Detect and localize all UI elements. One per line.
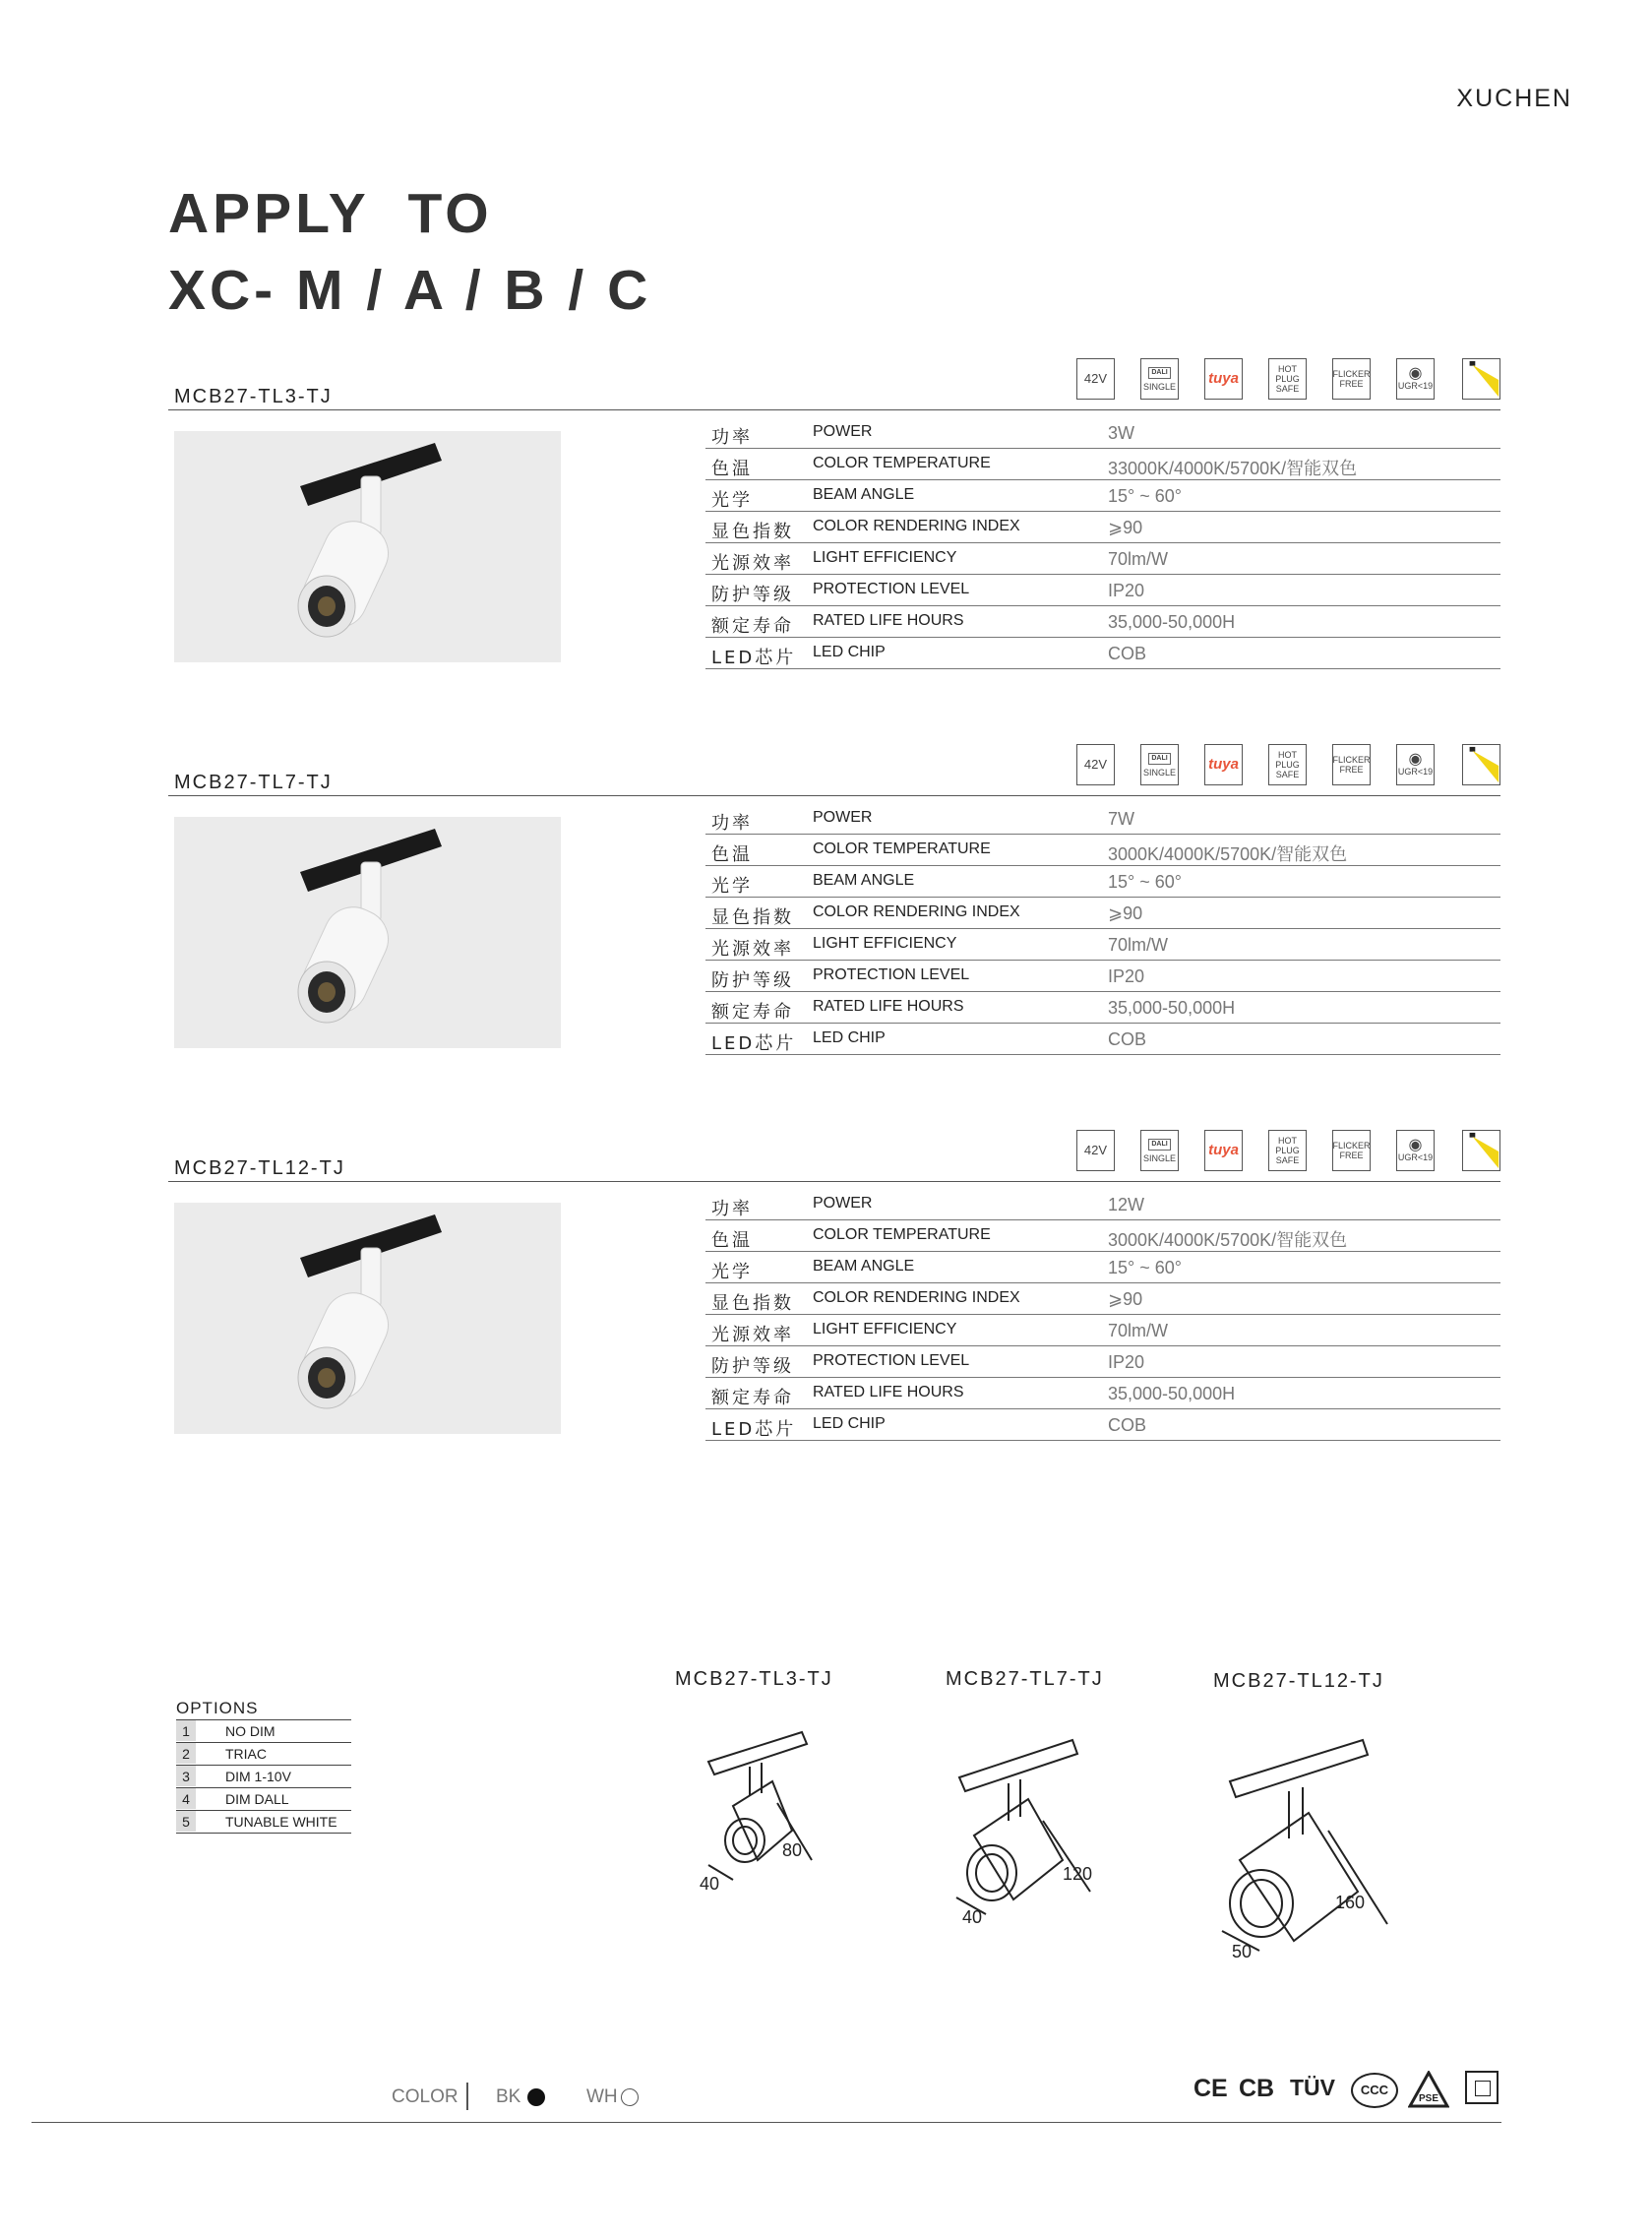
color-wh-label: WH — [586, 2086, 618, 2107]
spec-label-en: COLOR TEMPERATURE — [813, 1226, 991, 1243]
dim-length-tl7: 120 — [1063, 1864, 1093, 1884]
spec-row — [705, 1220, 1500, 1252]
spec-label-en: COLOR TEMPERATURE — [813, 840, 991, 857]
footer-divider — [31, 2122, 1501, 2123]
voltage-icon: 42V — [1076, 358, 1115, 400]
spec-label-cn: LED芯片 — [711, 1033, 797, 1054]
option-number: 3 — [176, 1766, 196, 1786]
spec-row — [705, 512, 1500, 543]
spec-label-cn: 功率 — [711, 813, 753, 834]
spec-row — [705, 898, 1500, 929]
spec-value: 70lm/W — [1108, 549, 1169, 569]
spec-label-en: COLOR TEMPERATURE — [813, 455, 991, 471]
spec-row — [705, 835, 1500, 866]
spec-value: 70lm/W — [1108, 1321, 1169, 1340]
product-section — [0, 1134, 1652, 1459]
spec-label-en: LED CHIP — [813, 644, 886, 660]
spec-value: ⩾90 — [1108, 1289, 1143, 1309]
spec-row — [705, 1283, 1500, 1315]
dimension-label-tl12: MCB27-TL12-TJ — [1213, 1670, 1384, 1692]
section-divider — [168, 1181, 1500, 1182]
spec-label-en: BEAM ANGLE — [813, 1258, 915, 1275]
class-ii-icon — [1465, 2071, 1499, 2104]
option-row — [176, 1743, 351, 1766]
options-table — [176, 1699, 351, 1834]
option-label: TRIAC — [225, 1746, 267, 1762]
tuya-icon: tuya — [1204, 358, 1243, 400]
spec-row — [705, 992, 1500, 1024]
spec-label-cn: LED芯片 — [711, 648, 797, 668]
spec-label-cn: 光学 — [711, 490, 753, 511]
ce-mark: CE — [1193, 2075, 1228, 2102]
spec-label-en: LIGHT EFFICIENCY — [813, 1321, 957, 1338]
spec-label-cn: LED芯片 — [711, 1419, 797, 1440]
product-model: MCB27-TL3-TJ — [174, 386, 333, 407]
product-model: MCB27-TL12-TJ — [174, 1157, 345, 1179]
spec-row — [705, 1189, 1500, 1220]
spec-label-cn: 光源效率 — [711, 553, 794, 574]
dali-icon: DALI SINGLE — [1140, 1130, 1179, 1171]
spec-value: 12W — [1108, 1195, 1145, 1214]
black-swatch-icon — [527, 2088, 545, 2106]
brand-name: XUCHEN — [1456, 85, 1572, 112]
spec-label-cn: 功率 — [711, 1199, 753, 1219]
eye-icon: ◉ — [1408, 365, 1423, 382]
spec-label-cn: 防护等级 — [711, 585, 794, 605]
spec-table — [705, 803, 1500, 1055]
dim-diameter-tl3: 40 — [700, 1874, 720, 1894]
spec-value: IP20 — [1108, 1352, 1145, 1372]
spec-value: 70lm/W — [1108, 935, 1169, 955]
spec-row — [705, 1346, 1500, 1378]
white-swatch-icon — [621, 2088, 639, 2106]
spec-value: 35,000-50,000H — [1108, 998, 1236, 1018]
spec-row — [705, 1252, 1500, 1283]
hot-plug-icon: HOT PLUG SAFE — [1268, 358, 1307, 400]
spec-value: 7W — [1108, 809, 1134, 829]
spec-value: IP20 — [1108, 966, 1145, 986]
spec-label-cn: 光源效率 — [711, 1325, 794, 1345]
spec-label-en: PROTECTION LEVEL — [813, 966, 970, 983]
spec-label-cn: 显色指数 — [711, 907, 794, 928]
spec-value: 33000K/4000K/5700K/智能双色 — [1108, 459, 1358, 478]
cb-mark: CB — [1239, 2075, 1275, 2102]
spec-label-en: POWER — [813, 809, 873, 826]
spec-label-cn: 光源效率 — [711, 939, 794, 960]
spec-row — [705, 961, 1500, 992]
ugr-icon: ◉ UGR<19 — [1396, 358, 1435, 400]
product-section — [0, 362, 1652, 687]
spec-row — [705, 929, 1500, 961]
ugr-icon: ◉ UGR<19 — [1396, 1130, 1435, 1171]
option-label: TUNABLE WHITE — [225, 1814, 337, 1830]
option-row — [176, 1788, 351, 1811]
title-line-2: XC- M / A / B / C — [168, 259, 652, 322]
dim-diameter-tl12: 50 — [1232, 1942, 1253, 1961]
color-label: COLOR — [392, 2086, 459, 2107]
dimension-label-tl3: MCB27-TL3-TJ — [675, 1668, 833, 1690]
product-photo — [174, 817, 561, 1048]
spec-label-cn: 额定寿命 — [711, 616, 794, 637]
option-number: 2 — [176, 1743, 196, 1764]
color-bk-label: BK — [496, 2086, 521, 2107]
tuv-mark: TÜV — [1290, 2075, 1335, 2100]
voltage-icon: 42V — [1076, 1130, 1115, 1171]
product-section — [0, 748, 1652, 1073]
spec-row — [705, 606, 1500, 638]
feature-icons — [1076, 744, 1509, 787]
dali-icon: DALI SINGLE — [1140, 744, 1179, 785]
option-label: NO DIM — [225, 1723, 275, 1739]
spec-label-cn: 光学 — [711, 876, 753, 897]
spec-label-cn: 显色指数 — [711, 522, 794, 542]
dimension-label-tl7: MCB27-TL7-TJ — [946, 1668, 1104, 1690]
spec-row — [705, 866, 1500, 898]
spec-label-cn: 额定寿命 — [711, 1388, 794, 1408]
spec-row — [705, 803, 1500, 835]
ccc-mark: CCC — [1351, 2073, 1398, 2108]
spec-label-en: RATED LIFE HOURS — [813, 1384, 964, 1400]
option-row — [176, 1720, 351, 1743]
option-row — [176, 1766, 351, 1788]
spec-value: 15° ~ 60° — [1108, 1258, 1182, 1277]
spec-label-en: COLOR RENDERING INDEX — [813, 903, 1020, 920]
flicker-free-icon: FLICKER FREE — [1332, 358, 1371, 400]
beam-angle-icon — [1462, 744, 1500, 785]
spec-row — [705, 480, 1500, 512]
pse-text: PSE — [1418, 2093, 1439, 2104]
spec-row — [705, 1024, 1500, 1055]
flicker-free-icon: FLICKER FREE — [1332, 744, 1371, 785]
option-row — [176, 1811, 351, 1834]
spec-value: 35,000-50,000H — [1108, 612, 1236, 632]
option-number: 1 — [176, 1720, 196, 1741]
spec-label-en: BEAM ANGLE — [813, 872, 915, 889]
spec-table — [705, 417, 1500, 669]
spec-table — [705, 1189, 1500, 1441]
spec-label-en: LIGHT EFFICIENCY — [813, 549, 957, 566]
certification-marks — [1193, 2071, 1508, 2110]
spec-value: 15° ~ 60° — [1108, 486, 1182, 506]
spec-value: 35,000-50,000H — [1108, 1384, 1236, 1403]
spec-row — [705, 575, 1500, 606]
option-label: DIM 1-10V — [225, 1769, 291, 1784]
spec-label-en: LIGHT EFFICIENCY — [813, 935, 957, 952]
spec-label-en: PROTECTION LEVEL — [813, 1352, 970, 1369]
spec-value: COB — [1108, 644, 1147, 663]
spec-label-cn: 防护等级 — [711, 1356, 794, 1377]
dim-length-tl3: 80 — [782, 1840, 803, 1860]
spec-row — [705, 1409, 1500, 1441]
spec-row — [705, 543, 1500, 575]
product-photo — [174, 431, 561, 662]
spec-value: 15° ~ 60° — [1108, 872, 1182, 892]
hot-plug-icon: HOT PLUG SAFE — [1268, 1130, 1307, 1171]
spec-value: IP20 — [1108, 581, 1145, 600]
beam-angle-icon — [1462, 1130, 1500, 1171]
spec-row — [705, 1315, 1500, 1346]
flicker-free-icon: FLICKER FREE — [1332, 1130, 1371, 1171]
spec-label-en: COLOR RENDERING INDEX — [813, 1289, 1020, 1306]
option-label: DIM DALL — [225, 1791, 289, 1807]
product-model: MCB27-TL7-TJ — [174, 772, 333, 793]
pse-mark — [1408, 2071, 1447, 2106]
beam-angle-icon — [1462, 358, 1500, 400]
eye-icon: ◉ — [1408, 1137, 1423, 1153]
voltage-icon: 42V — [1076, 744, 1115, 785]
spec-label-en: RATED LIFE HOURS — [813, 998, 964, 1015]
options-heading: OPTIONS — [176, 1699, 351, 1720]
dim-length-tl12: 160 — [1335, 1893, 1366, 1912]
spec-label-cn: 额定寿命 — [711, 1002, 794, 1023]
spec-label-en: COLOR RENDERING INDEX — [813, 518, 1020, 534]
spec-value: COB — [1108, 1029, 1147, 1049]
spec-value: COB — [1108, 1415, 1147, 1435]
spec-label-en: PROTECTION LEVEL — [813, 581, 970, 597]
spec-row — [705, 449, 1500, 480]
spec-label-en: RATED LIFE HOURS — [813, 612, 964, 629]
spec-value: ⩾90 — [1108, 903, 1143, 923]
option-number: 4 — [176, 1788, 196, 1809]
spec-value: 3000K/4000K/5700K/智能双色 — [1108, 1230, 1348, 1250]
ugr-icon: ◉ UGR<19 — [1396, 744, 1435, 785]
spec-value: 3W — [1108, 423, 1134, 443]
spec-label-en: POWER — [813, 1195, 873, 1212]
spec-value: ⩾90 — [1108, 518, 1143, 537]
dim-diameter-tl7: 40 — [962, 1907, 983, 1927]
spec-value: 3000K/4000K/5700K/智能双色 — [1108, 844, 1348, 864]
eye-icon: ◉ — [1408, 751, 1423, 768]
section-divider — [168, 795, 1500, 796]
feature-icons — [1076, 358, 1509, 402]
spec-label-cn: 色温 — [711, 459, 753, 479]
dali-icon: DALI SINGLE — [1140, 358, 1179, 400]
tuya-icon: tuya — [1204, 744, 1243, 785]
tuya-icon: tuya — [1204, 1130, 1243, 1171]
spec-row — [705, 1378, 1500, 1409]
spec-label-cn: 色温 — [711, 1230, 753, 1251]
spec-label-cn: 光学 — [711, 1262, 753, 1282]
spec-row — [705, 417, 1500, 449]
spec-label-en: BEAM ANGLE — [813, 486, 915, 503]
spec-row — [705, 638, 1500, 669]
spec-label-cn: 功率 — [711, 427, 753, 448]
feature-icons — [1076, 1130, 1509, 1173]
title-line-1: APPLY TO — [168, 182, 493, 245]
spec-label-en: LED CHIP — [813, 1415, 886, 1432]
page-title — [168, 175, 651, 329]
spec-label-en: LED CHIP — [813, 1029, 886, 1046]
spec-label-cn: 色温 — [711, 844, 753, 865]
spec-label-cn: 防护等级 — [711, 970, 794, 991]
product-photo — [174, 1203, 561, 1434]
hot-plug-icon: HOT PLUG SAFE — [1268, 744, 1307, 785]
color-separator — [466, 2083, 468, 2110]
spec-label-en: POWER — [813, 423, 873, 440]
section-divider — [168, 409, 1500, 410]
option-number: 5 — [176, 1811, 196, 1832]
spec-label-cn: 显色指数 — [711, 1293, 794, 1314]
